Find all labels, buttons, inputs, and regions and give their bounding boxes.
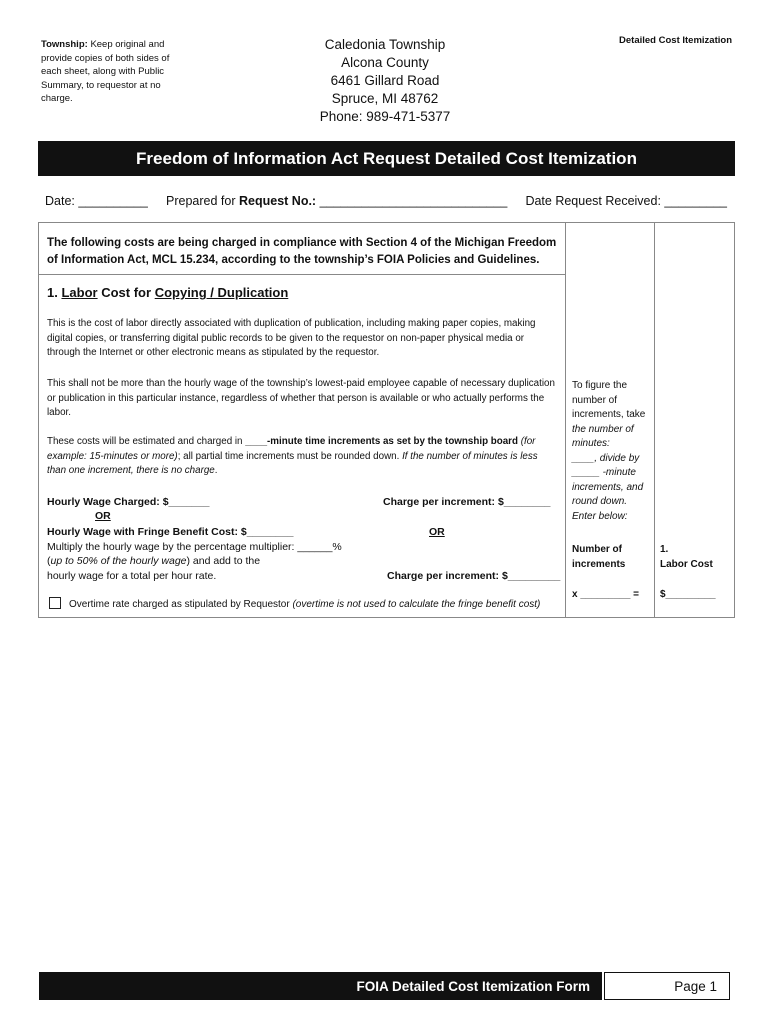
increments-field[interactable]: x _________ = xyxy=(572,589,640,600)
address-county: Alcona County xyxy=(341,55,429,70)
or-label-2: OR xyxy=(429,526,445,538)
increment-rule: These costs will be estimated and charged in ____-minute time increments as set by the township board (for example: 15-minutes or more); all partial time increments must be rounded down. If the number of minutes is less than one increment, there is no charge. xyxy=(47,436,538,476)
page-number: Page 1 xyxy=(674,978,717,994)
increment-instructions: To figure the number of increments, take the number of minutes: ____, divide by _____ -minute increments, and round down. Enter below: xyxy=(572,380,646,522)
township-note-text: Keep original and provide copies of both sides of each sheet, along with Public Summary, to requestor at no charge. xyxy=(41,39,170,104)
labor-limit: This shall not be more than the hourly wage of the township’s lowest-paid employee capable of necessary duplication or publication in this particular instance, regardless of whether that person is available or who actually performs the labor. xyxy=(47,378,555,418)
address-city: Spruce, MI 48762 xyxy=(331,91,439,106)
overtime-checkbox[interactable] xyxy=(49,597,61,609)
hourly-total-text: hourly wage for a total per hour rate. xyxy=(47,570,217,582)
page-title-banner xyxy=(38,141,735,176)
date-received-field[interactable]: Date Request Received: _________ xyxy=(525,194,727,208)
date-line xyxy=(45,194,727,208)
date-field[interactable]: Date: __________ xyxy=(45,194,148,208)
labor-cost-field[interactable]: $_________ xyxy=(660,589,716,600)
table-divider-1 xyxy=(565,223,566,617)
cost-table xyxy=(38,222,735,618)
address-name: Caledonia Township xyxy=(324,37,446,52)
overtime-row: Overtime rate charged as stipulated by Requestor (overtime is not used to calculate the fringe benefit cost) xyxy=(49,597,540,612)
multiplier-field[interactable]: Multiply the hourly wage by the percentage multiplier: ______% xyxy=(47,541,342,553)
footer-form-name xyxy=(39,972,602,1000)
page-number-box xyxy=(604,972,730,1000)
or-label-1: OR xyxy=(95,510,111,522)
intro-text: The following costs are being charged in compliance with Section 4 of the Michigan Freedom of Information Act, MCL 15.234, according to the township’s FOIA Policies and Guidelines. xyxy=(47,237,557,266)
charge-increment-2-field[interactable]: Charge per increment: $_________ xyxy=(387,570,561,582)
township-note xyxy=(41,38,176,106)
table-row-divider xyxy=(39,274,566,275)
request-no-blank: ___________________________ xyxy=(319,194,508,208)
township-address xyxy=(280,36,490,126)
township-label: Township: xyxy=(41,39,88,50)
charge-increment-1-field[interactable]: Charge per increment: $________ xyxy=(383,496,551,508)
section-1-title: 1. Labor Cost for Copying / Duplication xyxy=(47,285,289,300)
prepared-for-label: Prepared for xyxy=(166,194,236,208)
form-name: FOIA Detailed Cost Itemization Form xyxy=(356,978,590,994)
request-number-field[interactable] xyxy=(166,194,507,208)
header-doc-type: Detailed Cost Itemization xyxy=(619,35,732,46)
hourly-wage-field[interactable]: Hourly Wage Charged: $_______ xyxy=(47,496,210,508)
fringe-wage-field[interactable]: Hourly Wage with Fringe Benefit Cost: $________ xyxy=(47,526,294,538)
labor-cost-label: 1. Labor Cost xyxy=(660,544,713,570)
page-title: Freedom of Information Act Request Detailed Cost Itemization xyxy=(136,148,637,168)
labor-description: This is the cost of labor directly associated with duplication of publication, including making paper copies, making digital copies, or transferring digital public records to be given to the requestor on non-paper physical media or through the Internet or other electronic means as stipulated by the requestor. xyxy=(47,318,536,358)
address-street: 6461 Gillard Road xyxy=(330,73,440,88)
number-of-increments-label: Number of increments xyxy=(572,544,626,570)
address-phone: Phone: 989-471-5377 xyxy=(319,109,451,124)
request-no-label: Request No.: xyxy=(239,194,317,208)
multiplier-note: (up to 50% of the hourly wage) and add to the xyxy=(47,555,261,567)
